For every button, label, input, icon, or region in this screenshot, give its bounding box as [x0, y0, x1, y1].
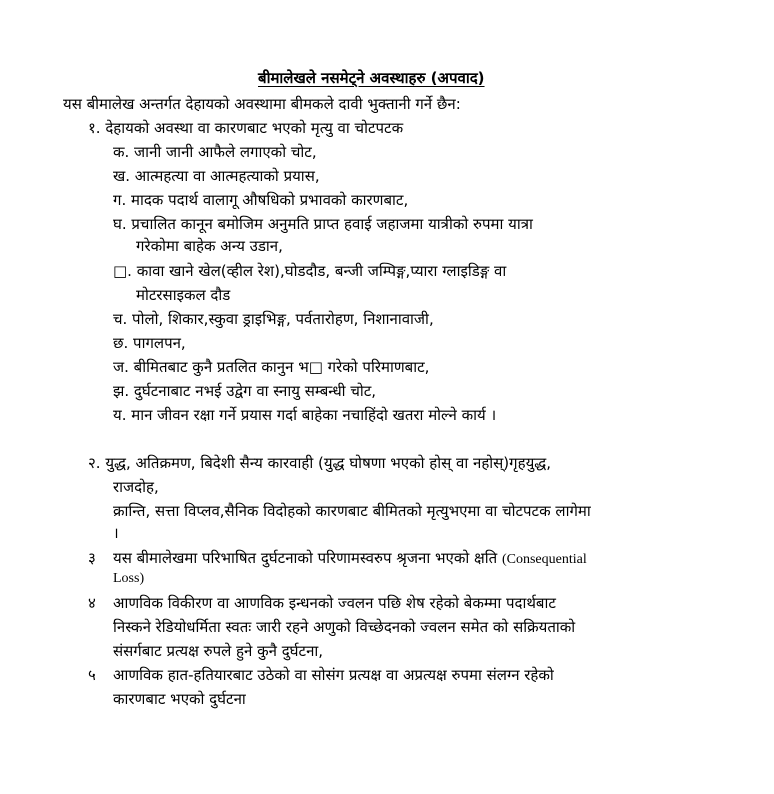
section-4-line-3: संसर्गबाट प्रत्यक्ष रुपले हुने कुनै दुर्घटना, [113, 642, 324, 660]
section-1-item-ya: य. मान जीवन रक्षा गर्ने प्रयास गर्दा बाहेका नचाहिंदो खतरा मोल्ने कार्य । [113, 406, 497, 424]
section-1-item-gha: घ. प्रचालित कानून बमोजिम अनुमति प्राप्त हवाई जहाजमा यात्रीको रुपमा यात्रा [113, 215, 533, 233]
section-1-item-chha: छ. पागलपन, [113, 334, 186, 352]
section-2-line-3: क्रान्ति, सत्ता विप्लव,सैनिक विदोहको कारणबाट बीमितको मृत्युभएमा वा चोटपटक लागेमा [113, 502, 591, 520]
section-1-item-gha-cont: गरेकोमा बाहेक अन्य उडान, [136, 237, 283, 255]
section-2-line-4: । [113, 524, 119, 542]
section-5-number: ५ [88, 666, 96, 684]
section-3-text-latin-2: Loss) [113, 571, 145, 586]
section-3-text-latin-1: (Consequential [501, 552, 587, 567]
section-1-item-nga: □. कावा खाने खेल(व्हील रेश),घोडदौड, बन्जी जम्पिङ्ग,प्यारा ग्लाइडिङ्ग वा [113, 262, 507, 280]
section-2-line-1: २. युद्ध, अतिक्रमण, बिदेशी सैन्य कारवाही (युद्ध घोषणा भएको होस् वा नहोस्)गृहयुद्ध, [88, 454, 552, 472]
section-1-item-ga: ग. मादक पदार्थ वालागू औषधिको प्रभावको कारणबाट, [113, 191, 409, 209]
section-5-line-1: आणविक हात-हतियारबाट उठेको वा सोसंग प्रत्यक्ष वा अप्रत्यक्ष रुपमा संलग्न रहेको [113, 666, 554, 684]
section-1-item-kha: ख. आत्महत्या वा आत्महत्याको प्रयास, [113, 167, 320, 185]
section-1-item-ja: ज. बीमितबाट कुनै प्रतलित कानुन भ□ गरेको परिमाणबाट, [113, 358, 430, 376]
section-3-text [113, 547, 587, 569]
section-5-line-2: कारणबाट भएको दुर्घटना [113, 690, 246, 708]
section-1-item-ka: क. जानी जानी आफैले लगाएको चोट, [113, 143, 317, 161]
section-1-item-nga-cont: मोटरसाइकल दौड [136, 286, 231, 304]
section-2-line-2: राजदोह, [113, 478, 159, 496]
intro-text: यस बीमालेख अन्तर्गत देहायको अवस्थामा बीमकले दावी भुक्तानी गर्ने छैन: [63, 95, 461, 113]
section-4-line-1: आणविक विकीरण वा आणविक इन्धनको ज्वलन पछि शेष रहेको बेकम्मा पदार्थबाट [113, 594, 556, 612]
section-3-number: ३ [88, 549, 96, 567]
section-3-text-devanagari: यस बीमालेखमा परिभाषित दुर्घटनाको परिणामस्वरुप श्रृजना भएको क्षति [113, 549, 498, 567]
section-1-item-cha: च. पोलो, शिकार,स्कुवा ड्राइभिङ्ग, पर्वतारोहण, निशानावाजी, [113, 310, 434, 328]
section-1-item-jha: झ. दुर्घटनाबाट नभई उद्वेग वा स्नायु सम्बन्धी चोट, [113, 382, 377, 400]
section-1-heading: १. देहायको अवस्था वा कारणबाट भएको मृत्यु वा चोटपटक [88, 119, 404, 137]
section-4-line-2: निस्कने रेडियोधर्मिता स्वतः जारी रहने अणुको विच्छेदनको ज्वलन समेत को सक्रियताको [113, 618, 576, 636]
section-4-number: ४ [88, 594, 96, 612]
document-title: बीमालेखले नसमेट्ने अवस्थाहरु (अपवाद) [258, 69, 485, 87]
